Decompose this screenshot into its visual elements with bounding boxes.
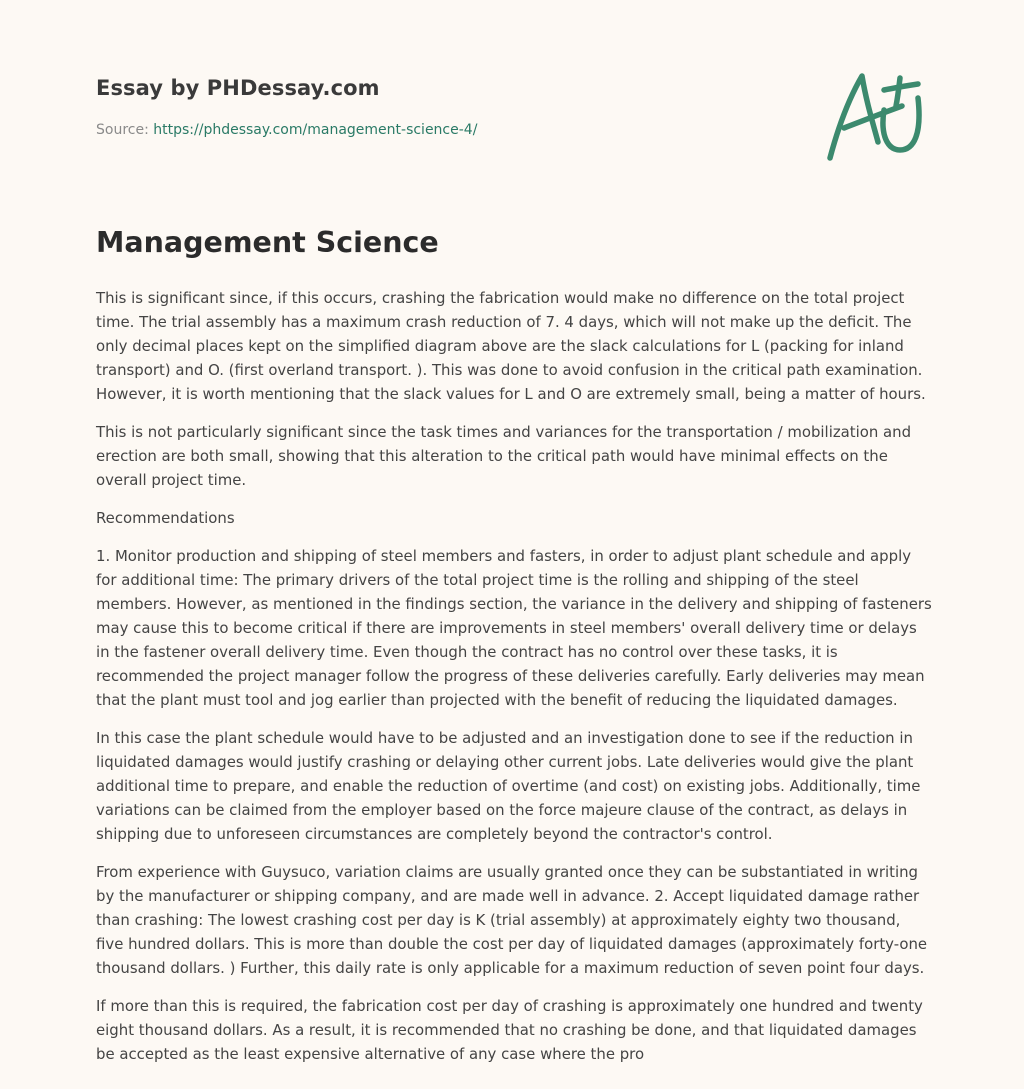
article-body — [96, 286, 932, 1080]
source-line — [96, 122, 796, 138]
section-heading-recommendations: Recommendations — [96, 509, 235, 527]
source-link[interactable]: https://phdessay.com/management-science-4/ — [153, 122, 478, 138]
paragraph: In this case the plant schedule would have to be adjusted and an investigation done to see if the reduction in liquidated damages would justify crashing or delaying other current jobs. Late deliveries would give the plant additional time to prepare, and enable the reduction of overtime (and cost) on existing jobs. Additionally, time variations can be claimed from the employer based on the force majeure clause of the contract, as delays in shipping due to unforeseen circumstances are completely beyond the contractor's control. — [96, 729, 921, 843]
paragraph: 1. Monitor production and shipping of steel members and fasters, in order to adjust plant schedule and apply for additional time: The primary drivers of the total project time is the rolling and shipping of the steel members. However, as mentioned in the findings section, the variance in the delivery and shipping of fasteners may cause this to become critical if there are improvements in steel members' overall delivery time or delays in the fastener overall delivery time. Even though the contract has no control over these tasks, it is recommended the project manager follow the progress of these deliveries carefully. Early deliveries may mean that the plant must tool and jog earlier than projected with the benefit of reducing the liquidated damages. — [96, 547, 932, 709]
paragraph: This is not particularly significant since the task times and variances for the transportation / mobilization and erection are both small, showing that this alteration to the critical path would have minimal effects on the overall project time. — [96, 423, 912, 489]
site-brand: Essay by PHDessay.com — [96, 76, 380, 100]
paragraph: From experience with Guysuco, variation claims are usually granted once they can be substantiated in writing by the manufacturer or shipping company, and are made well in advance. 2. Accept liquidated damage rather than crashing: The lowest crashing cost per day is K (trial assembly) at approximately eighty two thousand, five hundred dollars. This is more than double the cost per day of liquidated damages (approximately forty-one thousand dollars. ) Further, this daily rate is only applicable for a maximum reduction of seven point four days. — [96, 863, 928, 977]
source-label: Source: — [96, 122, 154, 138]
site-header — [96, 76, 796, 138]
a-plus-grade-icon — [822, 66, 932, 166]
paragraph: If more than this is required, the fabrication cost per day of crashing is approximately one hundred and twenty eight thousand dollars. As a result, it is recommended that no crashing be done, and that liquidated damages be accepted as the least expensive alternative of any case where the pro — [96, 997, 923, 1063]
paragraph: This is significant since, if this occurs, crashing the fabrication would make no difference on the total project time. The trial assembly has a maximum crash reduction of 7. 4 days, which will not make up the deficit. The only decimal places kept on the simplified diagram above are the slack calculations for L (packing for inland transport) and O. (first overland transport. ). This was done to avoid confusion in the critical path examination. However, it is worth mentioning that the slack values for L and O are extremely small, being a matter of hours. — [96, 289, 926, 403]
article-title: Management Science — [96, 226, 439, 259]
